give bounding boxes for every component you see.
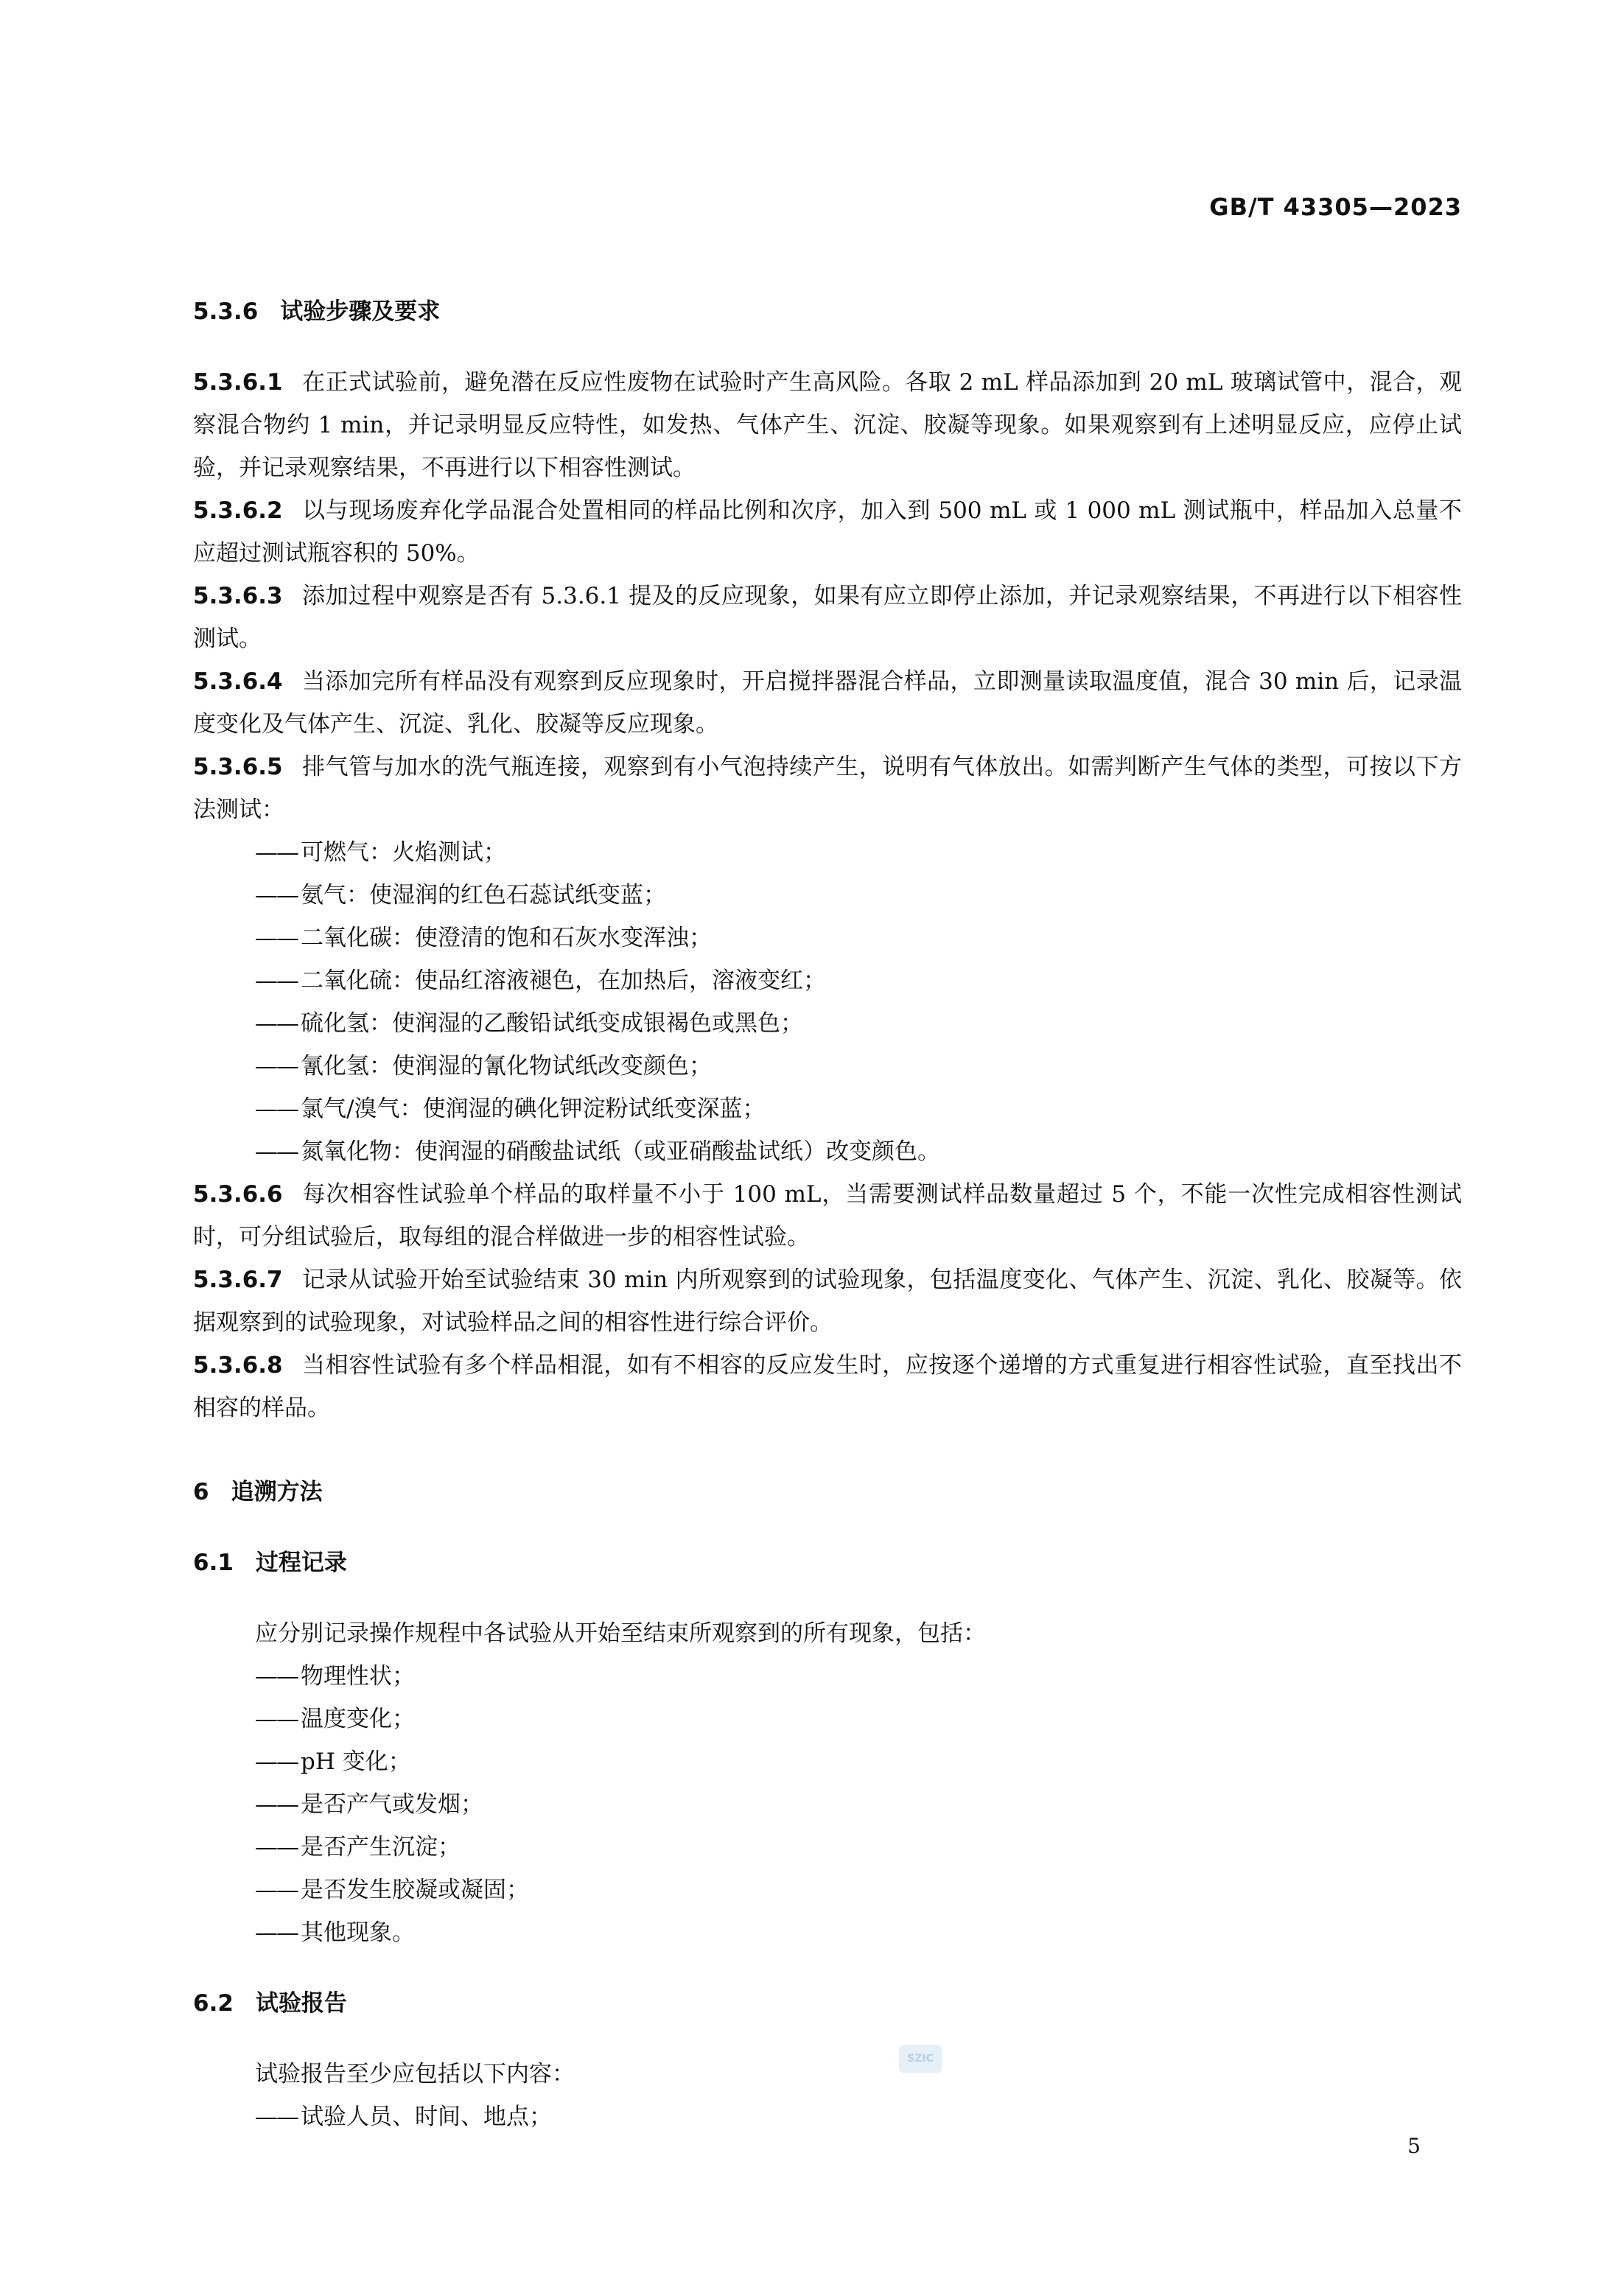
list-dash: —— [255, 882, 298, 909]
clause-text: 当相容性试验有多个样品相混，如有不相容的反应发生时，应按逐个递增的方式重复进行相容性试验，直至找出不相容的样品。 [193, 1352, 1462, 1421]
list-dash: —— [255, 1663, 298, 1690]
page-content [193, 290, 1462, 2138]
spacer [193, 333, 1462, 361]
clause-5-3-6-2 [193, 489, 1462, 575]
clause-text: 添加过程中观察是否有 5.3.6.1 提及的反应现象，如果有应立即停止添加，并记录观察结果，不再进行以下相容性测试。 [193, 583, 1462, 652]
clause-text: 记录从试验开始至试验结束 30 min 内所观察到的试验现象，包括温度变化、气体产生、沉淀、乳化、胶凝等。依据观察到的试验现象，对试验样品之间的相容性进行综合评价。 [193, 1267, 1462, 1336]
section-title: 过程记录 [255, 1550, 347, 1576]
gas-test-list [193, 831, 1462, 1173]
clause-5-3-6-5 [193, 746, 1462, 831]
list-dash: —— [255, 967, 298, 994]
list-item: —— 氮氧化物：使润湿的硝酸盐试纸（或亚硝酸盐试纸）改变颜色。 [255, 1138, 940, 1165]
report-list [193, 2096, 1462, 2138]
list-dash: —— [255, 1877, 298, 1903]
spacer [193, 2025, 1462, 2053]
list-item: —— 其他现象。 [255, 1919, 415, 1946]
list-item: —— pH 变化； [255, 1748, 411, 1775]
list-dash: —— [255, 1919, 298, 1946]
clause-number: 5.3.6.7 [193, 1267, 283, 1293]
list-item: —— 温度变化； [255, 1706, 415, 1732]
list-item: —— 物理性状； [255, 1663, 415, 1690]
clause-5-3-6-7 [193, 1258, 1462, 1344]
clause-number: 5.3.6.5 [193, 754, 283, 780]
clause-5-3-6-8 [193, 1344, 1462, 1429]
spacer [193, 1513, 1462, 1541]
clause-number: 5.3.6.6 [193, 1181, 283, 1208]
clause-text: 以与现场废弃化学品混合处置相同的样品比例和次序，加入到 500 mL 或 1 000 mL 测试瓶中，样品加入总量不应超过测试瓶容积的 50%。 [193, 497, 1462, 567]
section-heading-6-2 [193, 1982, 1462, 2025]
section-intro: 试验报告至少应包括以下内容： [255, 2061, 575, 2087]
list-dash: —— [255, 1791, 298, 1818]
section-heading-6 [193, 1471, 1462, 1513]
clause-text: 每次相容性试验单个样品的取样量不小于 100 mL，当需要测试样品数量超过 5 个，不能一次性完成相容性测试时，可分组试验后，取每组的混合样做进一步的相容性试验。 [193, 1181, 1462, 1250]
clause-number: 5.3.6.8 [193, 1352, 283, 1379]
list-item: —— 氯气/溴气：使润湿的碘化钾淀粉试纸变深蓝； [255, 1096, 766, 1122]
spacer [193, 1954, 1462, 1982]
section-title: 追溯方法 [231, 1479, 323, 1505]
watermark-logo: SZIC [899, 2045, 942, 2073]
list-dash: —— [255, 1834, 298, 1860]
list-item: —— 氨气：使湿润的红色石蕊试纸变蓝； [255, 882, 666, 909]
clause-5-3-6-1 [193, 361, 1462, 489]
list-dash: —— [255, 1096, 298, 1122]
standard-code: GB/T 43305—2023 [1209, 193, 1462, 221]
section-intro: 应分别记录操作规程中各试验从开始至结束所观察到的所有现象，包括： [255, 1620, 986, 1647]
clause-text: 在正式试验前，避免潜在反应性废物在试验时产生高风险。各取 2 mL 样品添加到 20 mL 玻璃试管中，混合，观察混合物约 1 min，并记录明显反应特性，如发热、气体产生、沉淀、胶凝等现象。如果观察到有上述明显反应，应停止试验，并记录观察结果，不再进行以下相容性测试。 [193, 369, 1462, 481]
section-heading-6-1 [193, 1541, 1462, 1584]
list-item: —— 氰化氢：使润湿的氰化物试纸改变颜色； [255, 1053, 712, 1079]
spacer [193, 1429, 1462, 1471]
list-item: —— 试验人员、时间、地点； [255, 2104, 552, 2130]
list-item: —— 硫化氢：使润湿的乙酸铅试纸变成银褐色或黑色； [255, 1010, 803, 1037]
list-dash: —— [255, 1138, 298, 1165]
list-item: —— 二氧化碳：使澄清的饱和石灰水变浑浊； [255, 925, 712, 951]
page-number: 5 [1407, 2134, 1421, 2158]
list-dash: —— [255, 1010, 298, 1037]
list-dash: —— [255, 1748, 298, 1775]
clause-number: 5.3.6.1 [193, 369, 283, 396]
record-list [193, 1655, 1462, 1954]
list-dash: —— [255, 1706, 298, 1732]
list-item: —— 是否产生沉淀； [255, 1834, 461, 1860]
list-item: —— 可燃气：火焰测试； [255, 839, 506, 866]
clause-5-3-6-4 [193, 660, 1462, 746]
list-dash: —— [255, 2104, 298, 2130]
clause-5-3-6-6 [193, 1173, 1462, 1258]
clause-text: 当添加完所有样品没有观察到反应现象时，开启搅拌器混合样品，立即测量读取温度值，混合 30 min 后，记录温度变化及气体产生、沉淀、乳化、胶凝等反应现象。 [193, 668, 1462, 738]
list-dash: —— [255, 839, 298, 866]
section-title: 试验报告 [255, 1990, 347, 2017]
list-item: —— 是否发生胶凝或凝固； [255, 1877, 529, 1903]
list-dash: —— [255, 925, 298, 951]
section-number: 5.3.6 [193, 298, 259, 325]
list-dash: —— [255, 1053, 298, 1079]
section-number: 6.2 [193, 1990, 234, 2017]
clause-5-3-6-3 [193, 575, 1462, 660]
clause-number: 5.3.6.3 [193, 583, 283, 609]
list-item: —— 是否产气或发烟； [255, 1791, 483, 1818]
section-number: 6 [193, 1479, 209, 1505]
clause-text: 排气管与加水的洗气瓶连接，观察到有小气泡持续产生，说明有气体放出。如需判断产生气体的类型，可按以下方法测试： [193, 754, 1462, 823]
section-title: 试验步骤及要求 [280, 298, 441, 325]
clause-number: 5.3.6.2 [193, 497, 283, 524]
clause-number: 5.3.6.4 [193, 668, 283, 695]
section-heading-5-3-6 [193, 290, 1462, 333]
spacer [193, 1584, 1462, 1612]
section-number: 6.1 [193, 1550, 234, 1576]
list-item: —— 二氧化硫：使品红溶液褪色，在加热后，溶液变红； [255, 967, 826, 994]
